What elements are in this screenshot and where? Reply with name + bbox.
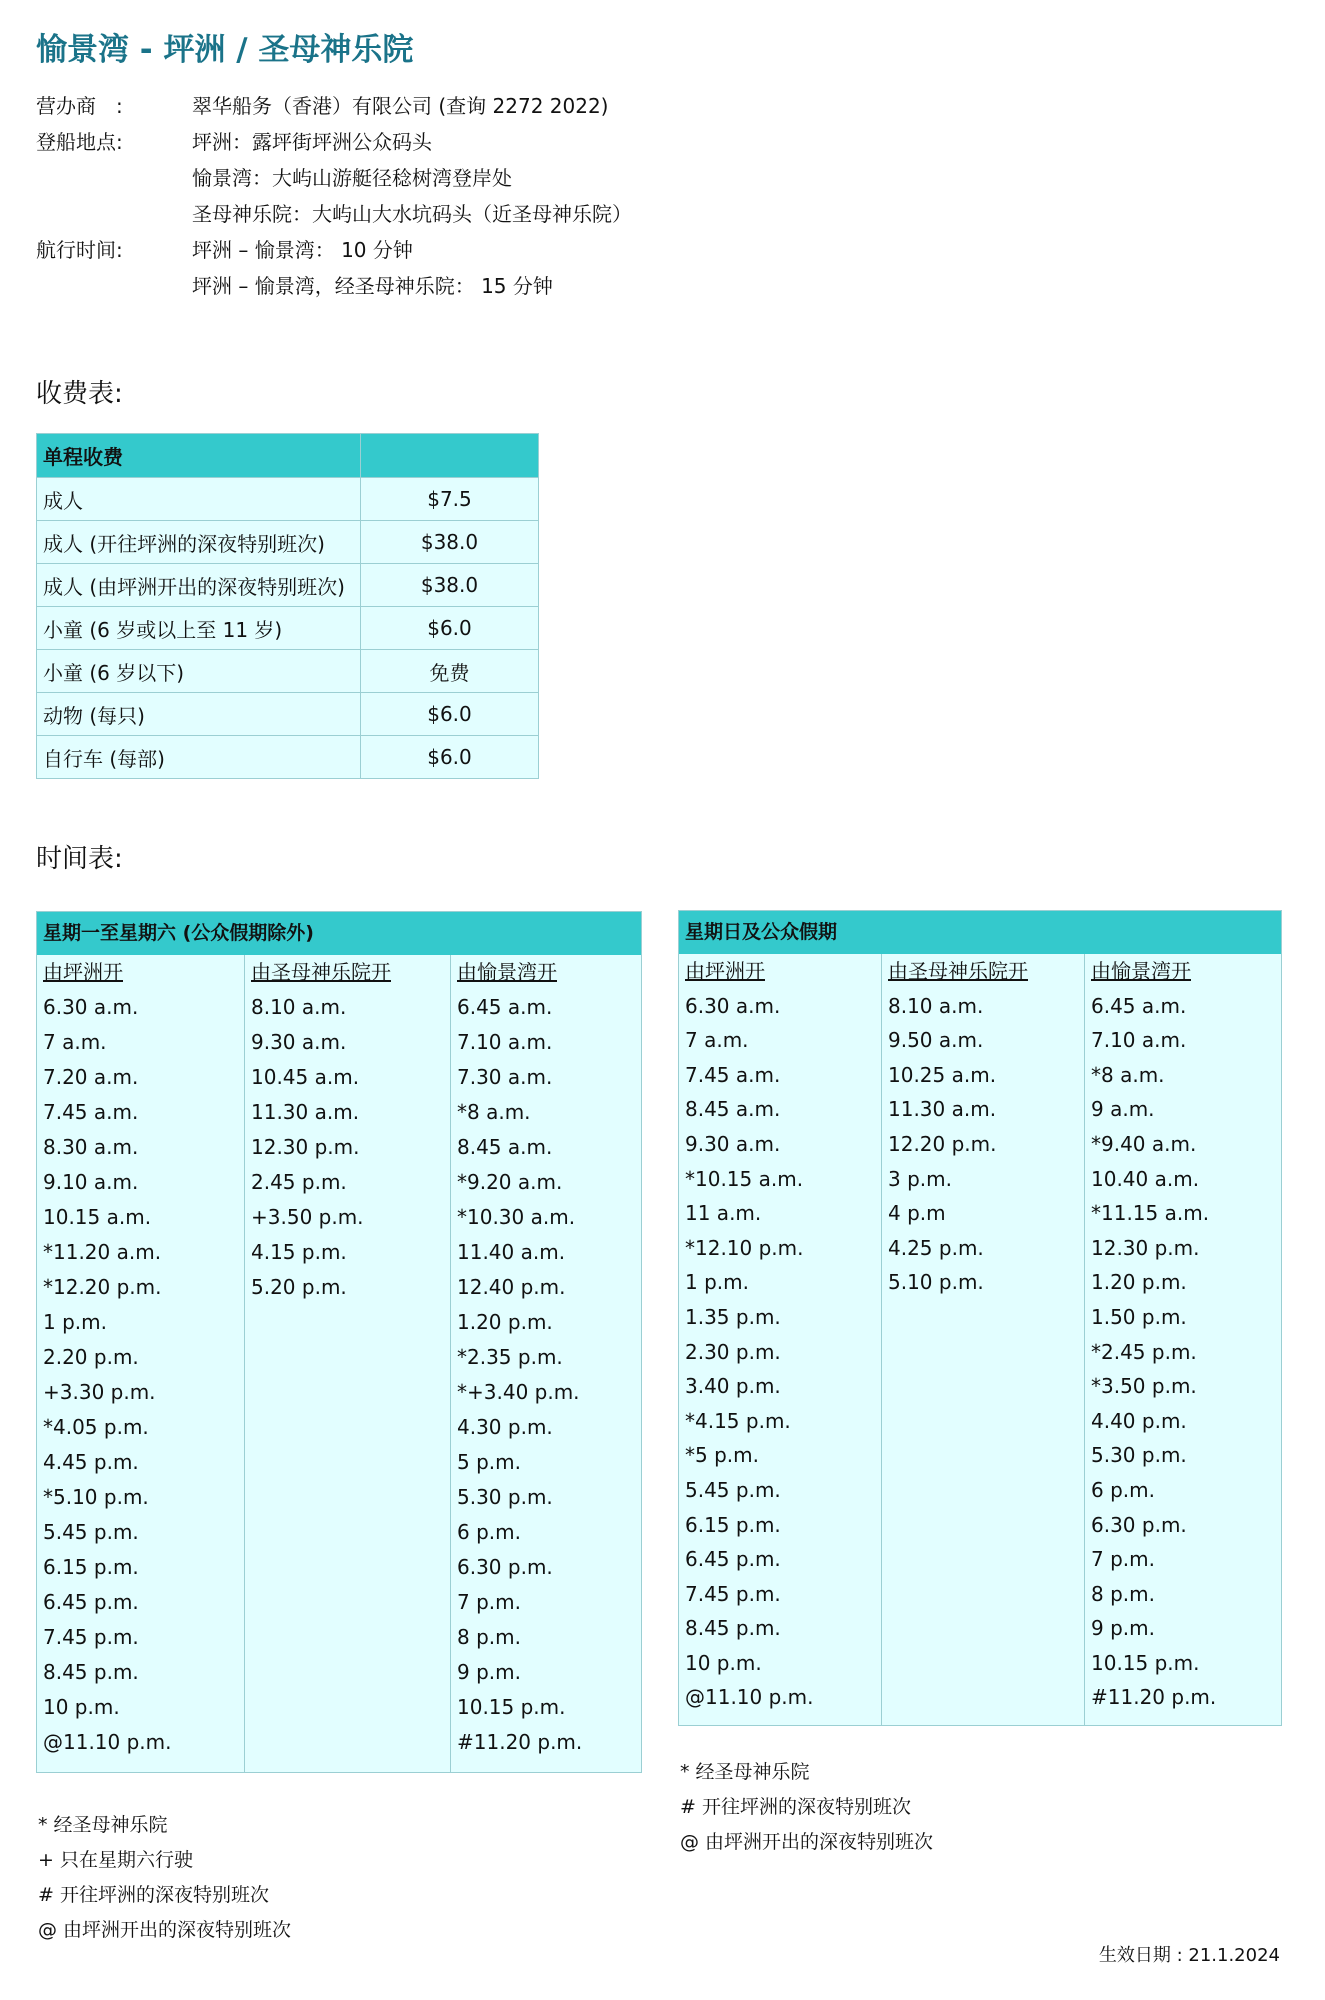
departure-time: 7.10 a.m. bbox=[1091, 1028, 1187, 1053]
note-item: * 经圣母神乐院 bbox=[38, 1814, 168, 1836]
departure-time: 12.40 p.m. bbox=[457, 1275, 566, 1299]
departure-time: 12.20 p.m. bbox=[888, 1131, 997, 1156]
departure-time: 6.15 p.m. bbox=[685, 1512, 781, 1537]
departure-time: 9.50 a.m. bbox=[888, 1028, 984, 1053]
departure-time: 12.30 p.m. bbox=[251, 1135, 360, 1159]
holiday-col-from-peng-chau bbox=[679, 954, 882, 1725]
departure-time: 5.30 p.m. bbox=[457, 1485, 553, 1509]
page-title: 愉景湾 - 坪洲 / 圣母神乐院 bbox=[36, 32, 414, 68]
departure-time: 7.45 a.m. bbox=[43, 1100, 139, 1124]
departure-time: 1.35 p.m. bbox=[685, 1304, 781, 1329]
departure-time: 1.20 p.m. bbox=[1091, 1270, 1187, 1295]
departure-time: 6.45 p.m. bbox=[685, 1547, 781, 1572]
info-row-operator bbox=[36, 88, 632, 124]
departure-time: 4 p.m bbox=[888, 1201, 946, 1226]
fare-table bbox=[36, 433, 539, 779]
departure-time: *+3.40 p.m. bbox=[457, 1380, 580, 1404]
effective-date: 生效日期 : 21.1.2024 bbox=[1098, 1945, 1280, 1966]
column-header: 由圣母神乐院开 bbox=[251, 960, 391, 984]
departure-time: *12.10 p.m. bbox=[685, 1235, 804, 1260]
departure-time: 11.40 a.m. bbox=[457, 1240, 566, 1264]
departure-time: 10 p.m. bbox=[685, 1650, 762, 1675]
info-row-pier-peng-chau bbox=[36, 124, 632, 160]
departure-time: 6.45 a.m. bbox=[457, 995, 553, 1019]
fare-item: 动物 (每只) bbox=[37, 693, 361, 736]
note-item: + 只在星期六行驶 bbox=[38, 1849, 193, 1871]
fare-item: 自行车 (每部) bbox=[37, 736, 361, 779]
departure-time: 4.30 p.m. bbox=[457, 1415, 553, 1439]
departure-time: *11.20 a.m. bbox=[43, 1240, 162, 1264]
info-label: 营办商 : bbox=[36, 94, 123, 118]
note-item: @ 由坪洲开出的深夜特别班次 bbox=[38, 1919, 292, 1941]
departure-time: 6.30 a.m. bbox=[685, 993, 781, 1018]
departure-time: 1.50 p.m. bbox=[1091, 1304, 1187, 1329]
departure-time: 6.45 p.m. bbox=[43, 1590, 139, 1614]
holiday-notes bbox=[680, 1755, 933, 1860]
departure-time: 8.30 a.m. bbox=[43, 1135, 139, 1159]
departure-time: *2.45 p.m. bbox=[1091, 1339, 1197, 1364]
fare-header-cell: 单程收费 bbox=[37, 434, 361, 478]
departure-time: #11.20 p.m. bbox=[1091, 1685, 1217, 1710]
table-row bbox=[37, 478, 539, 521]
holiday-timetable-header: 星期日及公众假期 bbox=[679, 911, 1281, 954]
departure-time: 7 a.m. bbox=[685, 1028, 749, 1053]
departure-time: *5.10 p.m. bbox=[43, 1485, 149, 1509]
departure-time: 5.20 p.m. bbox=[251, 1275, 347, 1299]
note-item: * 经圣母神乐院 bbox=[680, 1761, 810, 1783]
fare-header-empty bbox=[361, 434, 539, 478]
fare-item: 小童 (6 岁以下) bbox=[37, 650, 361, 693]
departure-time: 10 p.m. bbox=[43, 1695, 120, 1719]
info-value: 坪洲：露坪街坪洲公众码头 bbox=[192, 130, 432, 154]
departure-time: *12.20 p.m. bbox=[43, 1275, 162, 1299]
info-label bbox=[36, 196, 192, 232]
column-header: 由坪洲开 bbox=[685, 959, 765, 983]
holiday-col-from-trappist bbox=[882, 954, 1085, 1725]
departure-time: 8 p.m. bbox=[1091, 1581, 1155, 1606]
departure-time: 4.45 p.m. bbox=[43, 1450, 139, 1474]
departure-time: 8.45 p.m. bbox=[685, 1616, 781, 1641]
departure-time: 6.15 p.m. bbox=[43, 1555, 139, 1579]
departure-time: 8.45 a.m. bbox=[685, 1097, 781, 1122]
info-label: 登船地点: bbox=[36, 130, 123, 154]
departure-time: +3.50 p.m. bbox=[251, 1205, 364, 1229]
departure-time: *8 a.m. bbox=[1091, 1062, 1165, 1087]
column-header: 由圣母神乐院开 bbox=[888, 959, 1028, 983]
fare-price: $6.0 bbox=[361, 693, 539, 736]
departure-time: 9.30 a.m. bbox=[685, 1131, 781, 1156]
note-item: @ 由坪洲开出的深夜特别班次 bbox=[680, 1831, 934, 1853]
departure-time: 4.40 p.m. bbox=[1091, 1408, 1187, 1433]
departure-time: 9 p.m. bbox=[457, 1660, 521, 1684]
departure-time: *8 a.m. bbox=[457, 1100, 531, 1124]
info-label bbox=[36, 160, 192, 196]
fare-price: 免费 bbox=[361, 650, 539, 693]
departure-time: 4.15 p.m. bbox=[251, 1240, 347, 1264]
weekday-notes bbox=[38, 1808, 291, 1948]
departure-time: 9.10 a.m. bbox=[43, 1170, 139, 1194]
info-value: 愉景湾：大屿山游艇径稔树湾登岸处 bbox=[192, 166, 512, 190]
departure-time: 7.20 a.m. bbox=[43, 1065, 139, 1089]
departure-time: 4.25 p.m. bbox=[888, 1235, 984, 1260]
column-header: 由愉景湾开 bbox=[457, 960, 557, 984]
note-item: # 开往坪洲的深夜特别班次 bbox=[38, 1884, 269, 1906]
column-header: 由坪洲开 bbox=[43, 960, 123, 984]
weekday-timetable bbox=[36, 911, 642, 1773]
table-row bbox=[37, 650, 539, 693]
departure-time: 10.25 a.m. bbox=[888, 1062, 997, 1087]
departure-time: 3.40 p.m. bbox=[685, 1374, 781, 1399]
departure-time: 7.10 a.m. bbox=[457, 1030, 553, 1054]
departure-time: *4.05 p.m. bbox=[43, 1415, 149, 1439]
departure-time: 6 p.m. bbox=[1091, 1477, 1155, 1502]
departure-time: 2.45 p.m. bbox=[251, 1170, 347, 1194]
departure-time: 7.45 a.m. bbox=[685, 1062, 781, 1087]
info-row-journey-time bbox=[36, 232, 632, 268]
fare-item: 小童 (6 岁或以上至 11 岁) bbox=[37, 607, 361, 650]
departure-time: *9.20 a.m. bbox=[457, 1170, 563, 1194]
info-value: 坪洲 – 愉景湾，经圣母神乐院： 15 分钟 bbox=[192, 274, 553, 298]
table-row bbox=[37, 607, 539, 650]
departure-time: 2.30 p.m. bbox=[685, 1339, 781, 1364]
departure-time: *3.50 p.m. bbox=[1091, 1374, 1197, 1399]
departure-time: 6.30 p.m. bbox=[1091, 1512, 1187, 1537]
fares-heading: 收费表: bbox=[36, 379, 123, 409]
departure-time: *2.35 p.m. bbox=[457, 1345, 563, 1369]
departure-time: 7 a.m. bbox=[43, 1030, 107, 1054]
departure-time: 6.45 a.m. bbox=[1091, 993, 1187, 1018]
departure-time: 6.30 a.m. bbox=[43, 995, 139, 1019]
departure-time: *5 p.m. bbox=[685, 1443, 759, 1468]
info-row-journey-time-via bbox=[36, 268, 632, 304]
departure-time: 5.10 p.m. bbox=[888, 1270, 984, 1295]
departure-time: 9.30 a.m. bbox=[251, 1030, 347, 1054]
departure-time: 7.45 p.m. bbox=[43, 1625, 139, 1649]
departure-time: 9 a.m. bbox=[1091, 1097, 1155, 1122]
departure-time: 5 p.m. bbox=[457, 1450, 521, 1474]
departure-time: #11.20 p.m. bbox=[457, 1730, 583, 1754]
fare-price: $38.0 bbox=[361, 521, 539, 564]
fare-price: $6.0 bbox=[361, 736, 539, 779]
departure-time: *10.30 a.m. bbox=[457, 1205, 576, 1229]
table-row bbox=[37, 693, 539, 736]
weekday-col-from-peng-chau bbox=[37, 955, 245, 1772]
departure-time: *9.40 a.m. bbox=[1091, 1131, 1197, 1156]
departure-time: 1 p.m. bbox=[685, 1270, 749, 1295]
info-value: 坪洲 – 愉景湾： 10 分钟 bbox=[192, 238, 413, 262]
departure-time: 9 p.m. bbox=[1091, 1616, 1155, 1641]
departure-time: 8.45 p.m. bbox=[43, 1660, 139, 1684]
info-label bbox=[36, 268, 192, 304]
departure-time: 11.30 a.m. bbox=[888, 1097, 997, 1122]
departure-time: 6 p.m. bbox=[457, 1520, 521, 1544]
fare-item: 成人 (由坪洲开出的深夜特别班次) bbox=[37, 564, 361, 607]
departure-time: 10.15 p.m. bbox=[1091, 1650, 1200, 1675]
service-info bbox=[36, 88, 632, 304]
column-header: 由愉景湾开 bbox=[1091, 959, 1191, 983]
departure-time: 10.45 a.m. bbox=[251, 1065, 360, 1089]
fare-item: 成人 (开往坪洲的深夜特别班次) bbox=[37, 521, 361, 564]
fare-item: 成人 bbox=[37, 478, 361, 521]
info-value: 圣母神乐院：大屿山大水坑码头（近圣母神乐院） bbox=[192, 202, 632, 226]
timetable-heading: 时间表: bbox=[36, 844, 123, 874]
departure-time: 1 p.m. bbox=[43, 1310, 107, 1334]
weekday-col-from-trappist bbox=[245, 955, 451, 1772]
fare-price: $38.0 bbox=[361, 564, 539, 607]
departure-time: *10.15 a.m. bbox=[685, 1166, 804, 1191]
departure-time: 10.40 a.m. bbox=[1091, 1166, 1200, 1191]
departure-time: 5.45 p.m. bbox=[43, 1520, 139, 1544]
departure-time: 8.10 a.m. bbox=[251, 995, 347, 1019]
departure-time: 7 p.m. bbox=[1091, 1547, 1155, 1572]
info-label: 航行时间: bbox=[36, 238, 123, 262]
note-item: # 开往坪洲的深夜特别班次 bbox=[680, 1796, 911, 1818]
fare-price: $7.5 bbox=[361, 478, 539, 521]
departure-time: 1.20 p.m. bbox=[457, 1310, 553, 1334]
weekday-col-from-discovery-bay bbox=[451, 955, 641, 1772]
fare-table-header bbox=[37, 434, 539, 478]
departure-time: @11.10 p.m. bbox=[685, 1685, 814, 1710]
departure-time: 8 p.m. bbox=[457, 1625, 521, 1649]
info-row-pier-trappist bbox=[36, 196, 632, 232]
departure-time: 8.10 a.m. bbox=[888, 993, 984, 1018]
departure-time: 10.15 p.m. bbox=[457, 1695, 566, 1719]
table-row bbox=[37, 736, 539, 779]
holiday-col-from-discovery-bay bbox=[1085, 954, 1281, 1725]
fare-price: $6.0 bbox=[361, 607, 539, 650]
info-value: 翠华船务（香港）有限公司 (查询 2272 2022) bbox=[192, 94, 609, 118]
departure-time: 7.45 p.m. bbox=[685, 1581, 781, 1606]
departure-time: *11.15 a.m. bbox=[1091, 1201, 1210, 1226]
holiday-timetable bbox=[678, 910, 1282, 1726]
departure-time: *4.15 p.m. bbox=[685, 1408, 791, 1433]
departure-time: 10.15 a.m. bbox=[43, 1205, 152, 1229]
weekday-timetable-header: 星期一至星期六 (公众假期除外) bbox=[37, 912, 641, 955]
departure-time: 2.20 p.m. bbox=[43, 1345, 139, 1369]
departure-time: 6.30 p.m. bbox=[457, 1555, 553, 1579]
departure-time: 3 p.m. bbox=[888, 1166, 952, 1191]
table-row bbox=[37, 521, 539, 564]
departure-time: 5.45 p.m. bbox=[685, 1477, 781, 1502]
departure-time: 5.30 p.m. bbox=[1091, 1443, 1187, 1468]
departure-time: 8.45 a.m. bbox=[457, 1135, 553, 1159]
departure-time: 7 p.m. bbox=[457, 1590, 521, 1614]
departure-time: +3.30 p.m. bbox=[43, 1380, 156, 1404]
departure-time: 7.30 a.m. bbox=[457, 1065, 553, 1089]
departure-time: 11 a.m. bbox=[685, 1201, 762, 1226]
table-row bbox=[37, 564, 539, 607]
info-row-pier-discovery-bay bbox=[36, 160, 632, 196]
departure-time: 12.30 p.m. bbox=[1091, 1235, 1200, 1260]
departure-time: 11.30 a.m. bbox=[251, 1100, 360, 1124]
departure-time: @11.10 p.m. bbox=[43, 1730, 172, 1754]
